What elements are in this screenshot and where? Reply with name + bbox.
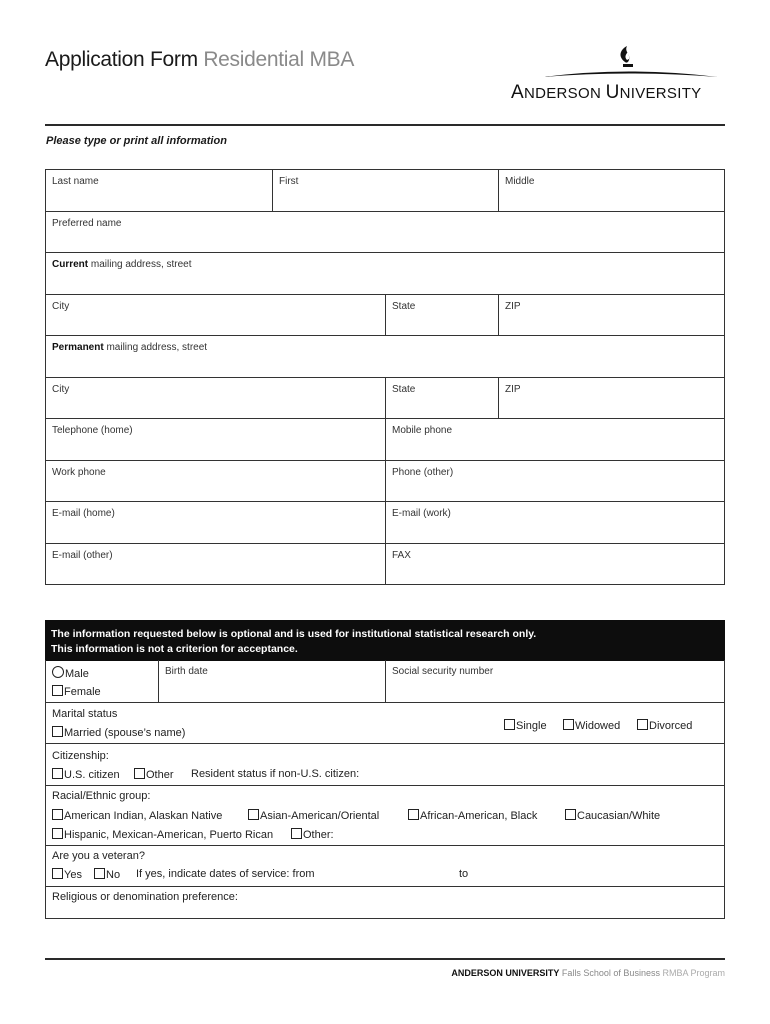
instructions: Please type or print all information (46, 135, 227, 147)
permanent-address-field[interactable]: Permanent mailing address, street (46, 336, 724, 378)
other-race-checkbox[interactable] (291, 828, 302, 839)
flame-logo-icon (543, 44, 723, 84)
divorced-option[interactable]: Divorced (637, 719, 692, 732)
religious-label: Religious or denomination preference: (52, 891, 238, 903)
racial-row (46, 786, 724, 846)
gender-row (46, 660, 724, 703)
male-radio[interactable] (52, 666, 64, 678)
title-main: Application Form (45, 48, 198, 71)
hispanic-checkbox[interactable] (52, 828, 63, 839)
other-race-option[interactable]: Other: (291, 828, 334, 841)
asian-american-checkbox[interactable] (248, 809, 259, 820)
female-option[interactable]: Female (52, 685, 101, 698)
caucasian-checkbox[interactable] (565, 809, 576, 820)
current-address-field[interactable]: Current mailing address, street (46, 253, 724, 295)
service-dates-label: If yes, indicate dates of service: from (136, 868, 315, 880)
email-work-field[interactable]: E-mail (work) (385, 502, 724, 543)
form-title (45, 48, 354, 72)
single-checkbox[interactable] (504, 719, 515, 730)
title-sub: Residential MBA (203, 48, 355, 71)
citizenship-row (46, 744, 724, 786)
veteran-row (46, 846, 724, 887)
veteran-no-checkbox[interactable] (94, 868, 105, 879)
current-state-field[interactable]: State (385, 295, 498, 335)
permanent-zip-field[interactable]: ZIP (498, 378, 724, 418)
us-citizen-checkbox[interactable] (52, 768, 63, 779)
contact-form (45, 169, 725, 585)
current-city-field[interactable]: City (52, 301, 70, 312)
fax-field[interactable]: FAX (385, 544, 724, 584)
gender-cell (46, 660, 158, 702)
married-checkbox[interactable] (52, 726, 63, 737)
mobile-phone-field[interactable]: Mobile phone (385, 419, 724, 460)
header-divider (45, 124, 725, 126)
email-other-field[interactable]: E-mail (other) (52, 550, 113, 561)
email-home-field[interactable]: E-mail (home) (52, 508, 115, 519)
email-row (46, 502, 724, 544)
birth-date-field[interactable]: Birth date (158, 660, 385, 702)
veteran-no-option[interactable]: No (94, 868, 120, 881)
footer (451, 968, 725, 978)
email-other-row (46, 544, 724, 584)
footer-divider (45, 958, 725, 960)
permanent-city-field[interactable]: City (52, 384, 70, 395)
phone-row (46, 419, 724, 461)
african-american-checkbox[interactable] (408, 809, 419, 820)
ssn-field[interactable]: Social security number (385, 660, 724, 702)
current-city-row (46, 295, 724, 336)
middle-name-field[interactable]: Middle (498, 170, 724, 211)
work-phone-row (46, 461, 724, 502)
single-option[interactable]: Single (504, 719, 547, 732)
last-name-field[interactable]: Last name (52, 176, 99, 187)
phone-other-field[interactable]: Phone (other) (385, 461, 724, 501)
widowed-option[interactable]: Widowed (563, 719, 620, 732)
permanent-city-row (46, 378, 724, 419)
optional-form (45, 660, 725, 919)
name-row (46, 170, 724, 212)
telephone-home-field[interactable]: Telephone (home) (52, 425, 133, 436)
racial-label: Racial/Ethnic group: (52, 790, 151, 802)
married-option[interactable]: Married (spouse’s name) (52, 726, 185, 739)
other-citizen-checkbox[interactable] (134, 768, 145, 779)
marital-status-label: Marital status (52, 708, 118, 720)
first-name-field[interactable]: First (272, 170, 498, 211)
african-american-option[interactable]: African-American, Black (408, 809, 537, 822)
citizenship-label: Citizenship: (52, 750, 109, 762)
widowed-checkbox[interactable] (563, 719, 574, 730)
female-checkbox[interactable] (52, 685, 63, 696)
university-logo (505, 44, 727, 106)
service-to-label: to (459, 868, 469, 880)
footer-university: ANDERSON UNIVERSITY (451, 968, 560, 978)
american-indian-checkbox[interactable] (52, 809, 63, 820)
asian-american-option[interactable]: Asian-American/Oriental (248, 809, 379, 822)
other-citizen-option[interactable]: Other (134, 768, 174, 781)
veteran-yes-option[interactable]: Yes (52, 868, 82, 881)
male-option[interactable]: Male (52, 666, 89, 680)
footer-school: Falls School of Business (561, 968, 660, 978)
marital-row (46, 703, 724, 744)
footer-program: RMBA Program (662, 968, 725, 978)
current-zip-field[interactable]: ZIP (498, 295, 724, 335)
divorced-checkbox[interactable] (637, 719, 648, 730)
caucasian-option[interactable]: Caucasian/White (565, 809, 660, 822)
us-citizen-option[interactable]: U.S. citizen (52, 768, 120, 781)
preferred-name-field[interactable]: Preferred name (46, 212, 724, 253)
american-indian-option[interactable]: American Indian, Alaskan Native (52, 809, 222, 822)
optional-section-heading: The information requested below is optional and is used for institutional statistical research only. This information is not a criterion for acceptance. (45, 620, 725, 661)
religious-row[interactable] (46, 887, 724, 918)
resident-status-label: Resident status if non-U.S. citizen: (191, 768, 360, 780)
veteran-question: Are you a veteran? (52, 850, 145, 862)
veteran-yes-checkbox[interactable] (52, 868, 63, 879)
logo-wordmark: ANDERSON UNIVERSITY (511, 82, 702, 103)
permanent-state-field[interactable]: State (385, 378, 498, 418)
hispanic-option[interactable]: Hispanic, Mexican-American, Puerto Rican (52, 828, 273, 841)
work-phone-field[interactable]: Work phone (52, 467, 106, 478)
